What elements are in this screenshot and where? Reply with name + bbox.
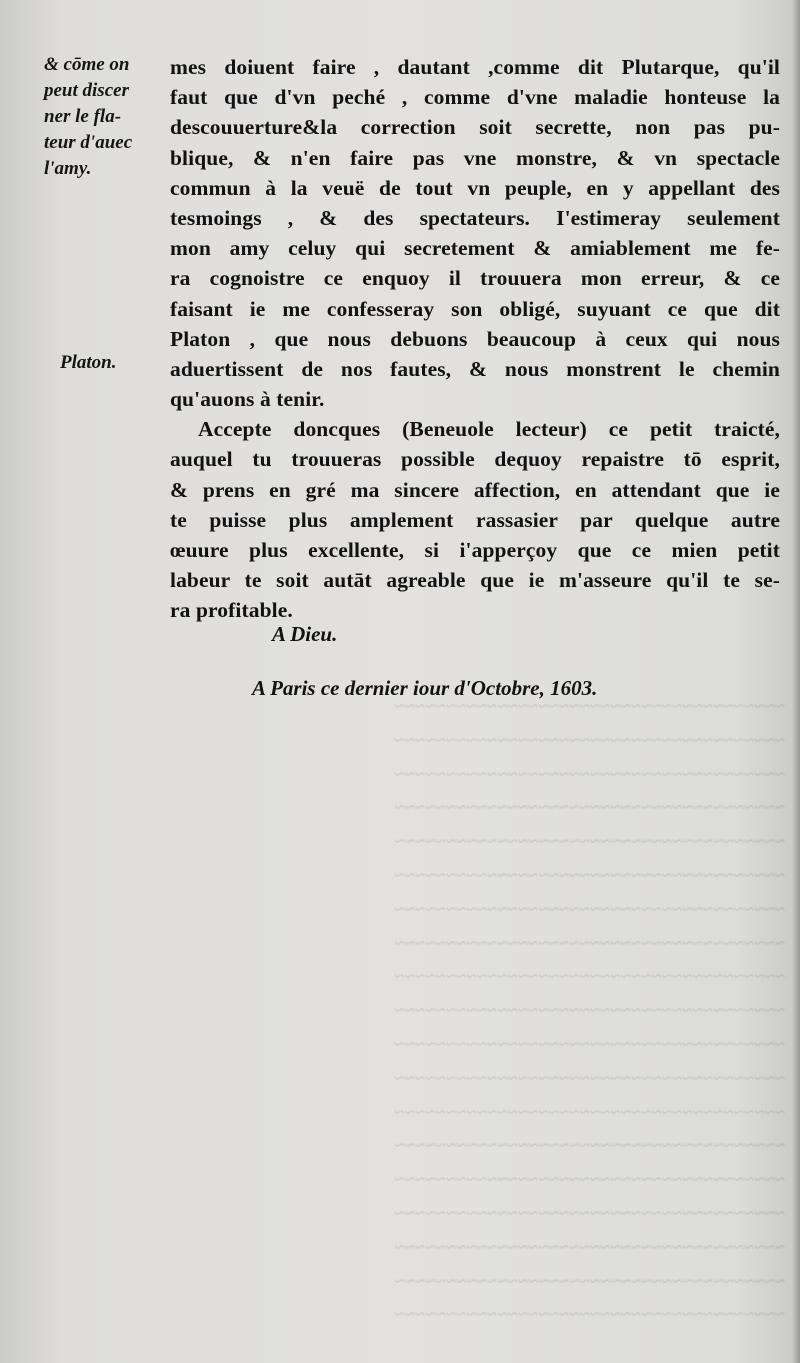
verso-bleed-through: ~~~~~~~~~~~~~~~~~~~~~~~~~~~~~~~~~~~~~~ ~~~~~~~~~~~~~~~~~~~~~~~~~~~~~~~~~~~~~~ ~~~~~~~~~~~~~~~~~~~~~~~~~~~~~~~~~~~~~~ ~~~~~~~~~~~~~~~~~~~~~~~~~~~~~~~~~~~~~~ ~~~~~~~~~~~~~~~~~~~~~~~~~~~~~~~~~~~~~~ ~~~~~~~~~~~~~~~~~~~~~~~~~~~~~~~~~~~~~~ ~~~~~~~~~~~~~~~~~~~~~~~~~~~~~~~~~~~~~~ ~~~~~~~~~~~~~~~~~~~~~~~~~~~~~~~~~~~~~~ ~~~~~~~~~~~~~~~~~~~~~~~~~~~~~~~~~~~~~~ ~~~~~~~~~~~~~~~~~~~~~~~~~~~~~~~~~~~~~~ ~~~~~~~~~~~~~~~~~~~~~~~~~~~~~~~~~~~~~~ ~~~~~~~~~~~~~~~~~~~~~~~~~~~~~~~~~~~~~~ ~~~~~~~~~~~~~~~~~~~~~~~~~~~~~~~~~~~~~~ ~~~~~~~~~~~~~~~~~~~~~~~~~~~~~~~~~~~~~~ ~~~~~~~~~~~~~~~~~~~~~~~~~~~~~~~~~~~~~~ ~~~~~~~~~~~~~~~~~~~~~~~~~~~~~~~~~~~~~~ ~~~~~~~~~~~~~~~~~~~~~~~~~~~~~~~~~~~~~~ ~~~~~~~~~~~~~~~~~~~~~~~~~~~~~~~~~~~~~~ ~~~~~~~~~~~~~~~~~~~~~~~~~~~~~~~~~~~~~~: [394, 696, 785, 1326]
margin-note-platon: Platon.: [60, 352, 117, 373]
margin-note-line: ner le fla-: [44, 106, 122, 127]
margin-note-line: peut discer: [44, 80, 129, 101]
text-line: tesmoings , & des spectateurs. I'estimeray seulement: [170, 205, 780, 230]
margin-note-line: l'amy.: [44, 158, 92, 179]
margin-note-line: teur d'auec: [44, 132, 133, 153]
text-line: commun à la veuë de tout vn peuple, en y appellant des: [170, 175, 780, 200]
text-line: faisant ie me confesseray son obligé, suyuant ce que dit: [170, 296, 780, 321]
text-line: mes doiuent faire , dautant ,comme dit Plutarque, qu'il: [170, 55, 780, 79]
text-line: auquel tu trouueras possible dequoy repaistre tō esprit,: [170, 447, 780, 472]
body-paragraphs: [170, 52, 780, 626]
text-line: aduertissent de nos fautes, & nous monstrent le chemin: [170, 356, 780, 381]
text-line: ra profitable.: [170, 598, 293, 623]
text-line: mon amy celuy qui secretement & amiablement me fe-: [170, 236, 780, 261]
dateline: A Paris ce dernier iour d'Octobre, 1603.: [252, 676, 598, 700]
text-line: ra cognoistre ce enquoy il trouuera mon erreur, & ce: [170, 266, 780, 291]
margin-note-line: & cōme on: [44, 54, 130, 75]
text-line: œuure plus excellente, si i'apperçoy que ce mien petit: [170, 538, 780, 562]
text-line: labeur te soit autāt agreable que ie m'asseure qu'il te se-: [170, 568, 780, 593]
text-line: & prens en gré ma sincere affection, en attendant que ie: [170, 477, 780, 502]
text-line: descouuerture&la correction soit secrette, non pas pu-: [170, 115, 780, 140]
text-line: Platon , que nous debuons beaucoup à ceux qui nous: [170, 326, 780, 351]
text-line: blique, & n'en faire pas vne monstre, & vn spectacle: [170, 145, 780, 170]
text-line: te puisse plus amplement rassasier par quelque autre: [170, 507, 780, 532]
text-line: faut que d'vn peché , comme d'vne maladie honteuse la: [170, 85, 780, 110]
margin-note-flatterer: [44, 52, 164, 182]
closing-salutation: A Dieu.: [272, 622, 338, 646]
text-line: Accepte doncques (Beneuole lecteur) ce petit traicté,: [198, 417, 780, 442]
text-line: qu'auons à tenir.: [170, 387, 325, 412]
